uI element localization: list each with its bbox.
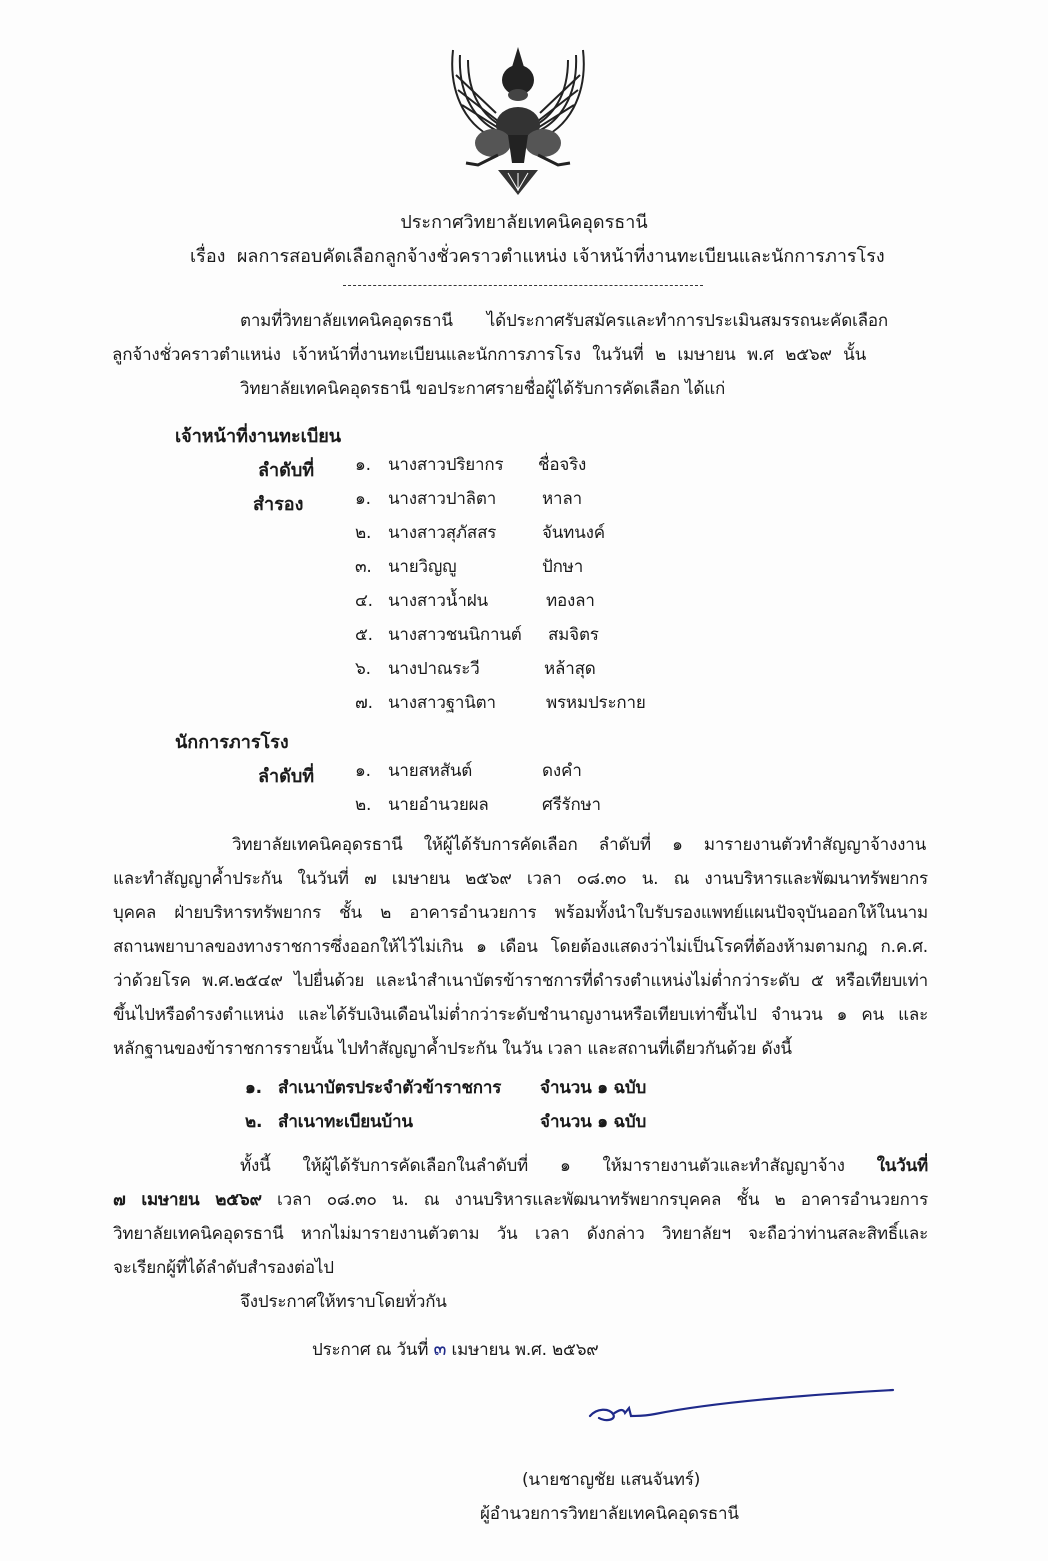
body2-line-4: จะเรียกผู้ที่ได้ลำดับสำรองต่อไป (113, 1258, 334, 1278)
body1-line-7: หลักฐานของข้าราชการรายนั้น ไปทำสัญญาค้ำประกัน ในวัน เวลา และสถานที่เดียวกันด้วย ดังนี้ (113, 1039, 792, 1059)
body2-line-2-text: เวลา ๐๘.๓๐ น. ณ งานบริหารและพัฒนาทรัพยากรบุคคล ชั้น ๒ อาคารอำนวยการ (261, 1190, 928, 1210)
date-day-handwritten: ๓ (433, 1338, 447, 1360)
intro-line-2: ลูกจ้างชั่วคราวตำแหน่ง เจ้าหน้าที่งานทะเบียนและนักการภารโรง ในวันที่ ๒ เมษายน พ.ศ ๒๕๖๙ นั้น (112, 345, 866, 365)
section-label-reserve: สำรอง (253, 494, 304, 515)
item-number: ๗. (355, 693, 373, 713)
first-name: นายอำนวยผล (388, 795, 489, 815)
last-name: จันทนงค์ (542, 523, 605, 543)
document-quantity: จำนวน ๑ ฉบับ (540, 1078, 647, 1098)
item-number: ๖. (355, 659, 371, 679)
item-number: ๑. (355, 489, 371, 509)
first-name: นางปาณระวี (388, 659, 480, 679)
last-name: ดงคำ (542, 761, 582, 781)
intro-line-1: ตามที่วิทยาลัยเทคนิคอุดรธานี ได้ประกาศรับสมัครและทำการประเมินสมรรถนะคัดเลือก (240, 311, 888, 331)
first-name: นายสหสันต์ (388, 761, 473, 781)
first-name: นางสาวสุภัสสร (388, 523, 497, 543)
last-name: ทองลา (546, 591, 595, 611)
item-number: ๔. (355, 591, 373, 611)
body1-line-2: และทำสัญญาค้ำประกัน ในวันที่ ๗ เมษายน ๒๕๖๙ เวลา ๐๘.๓๐ น. ณ งานบริหารและพัฒนาทรัพยากร (113, 869, 928, 889)
intro-line-3: วิทยาลัยเทคนิคอุดรธานี ขอประกาศรายชื่อผู้ได้รับการคัดเลือก ได้แก่ (240, 379, 726, 399)
document-name: สำเนาบัตรประจำตัวข้าราชการ (278, 1078, 502, 1098)
document-number: ๑. (245, 1078, 262, 1098)
position-heading-registrar: เจ้าหน้าที่งานทะเบียน (175, 426, 342, 447)
body1-line-4: สถานพยาบาลของทางราชการซึ่งออกให้ไว้ไม่เกิน ๑ เดือน โดยต้องแสดงว่าไม่เป็นโรคที่ต้องห้ามตามกฎ ก.ค.ศ. (113, 937, 928, 957)
item-number: ๕. (355, 625, 373, 645)
signature-icon (585, 1380, 900, 1430)
body2-date-emphasis: ๗ เมษายน ๒๕๖๙ (113, 1190, 262, 1210)
announcement-title: ประกาศวิทยาลัยเทคนิคอุดรธานี (400, 212, 648, 233)
section-label-rank: ลำดับที่ (258, 766, 315, 787)
signatory-name: (นายชาญชัย แสนจันทร์) (522, 1470, 701, 1490)
position-heading-janitor: นักการภารโรง (175, 732, 289, 753)
body2-line-3: วิทยาลัยเทคนิคอุดรธานี หากไม่มารายงานตัวตาม วัน เวลา ดังกล่าว วิทยาลัยฯ จะถือว่าท่านสละสิทธิ์และ (113, 1224, 928, 1244)
body2-line-1 (240, 1158, 928, 1175)
first-name: นางสาวชนนิกานต์ (388, 625, 522, 645)
last-name: สมจิตร (548, 625, 599, 645)
last-name: หาลา (542, 489, 582, 509)
item-number: ๒. (355, 523, 372, 543)
last-name: ปักษา (542, 557, 584, 577)
document-quantity: จำนวน ๑ ฉบับ (540, 1112, 647, 1132)
announcement-subject (190, 241, 885, 270)
document-name: สำเนาทะเบียนบ้าน (278, 1112, 413, 1132)
divider (343, 285, 703, 286)
body2-line-2 (113, 1192, 928, 1209)
body2-line-1-emphasis: ในวันที่ (876, 1156, 928, 1176)
body2-line-1-text: ทั้งนี้ ให้ผู้ได้รับการคัดเลือกในลำดับที่ ๑ ให้มารายงานตัวและทำสัญญาจ้าง (240, 1156, 877, 1176)
body1-line-3: บุคคล ฝ่ายบริหารทรัพยากร ชั้น ๒ อาคารอำนวยการ พร้อมทั้งนำใบรับรองแพทย์แผนปัจจุบันออกให้ในนาม (113, 903, 928, 923)
item-number: ๑. (355, 455, 371, 475)
first-name: นางสาวฐานิตา (388, 693, 496, 713)
first-name: นางสาวปริยากร (388, 455, 504, 475)
first-name: นายวิญญู (388, 557, 457, 577)
first-name: นางสาวน้ำฝน (388, 591, 488, 611)
date-suffix: เมษายน พ.ศ. ๒๕๖๙ (451, 1340, 599, 1360)
first-name: นางสาวปาลิตา (388, 489, 497, 509)
subject-text: ผลการสอบคัดเลือกลูกจ้างชั่วคราวตำแหน่ง เจ้าหน้าที่งานทะเบียนและนักการภารโรง (236, 246, 885, 267)
last-name: หล้าสุด (544, 659, 596, 679)
body1-line-1: วิทยาลัยเทคนิคอุดรธานี ให้ผู้ได้รับการคัดเลือก ลำดับที่ ๑ มารายงานตัวทำสัญญาจ้างงาน (232, 835, 926, 855)
announcement-date (312, 1340, 599, 1359)
last-name: พรหมประกาย (546, 693, 646, 713)
garuda-emblem-icon (438, 35, 598, 200)
closing-statement: จึงประกาศให้ทราบโดยทั่วกัน (240, 1292, 447, 1312)
subject-label: เรื่อง (190, 246, 226, 267)
last-name: ศรีรักษา (542, 795, 601, 815)
section-label-rank: ลำดับที่ (258, 460, 315, 481)
signatory-title: ผู้อำนวยการวิทยาลัยเทคนิคอุดรธานี (480, 1504, 739, 1524)
body1-line-6: ขึ้นไปหรือดำรงตำแหน่ง และได้รับเงินเดือนไม่ต่ำกว่าระดับชำนาญงานหรือเทียบเท่าขึ้นไป จำนวน ๑ คน และ (113, 1005, 928, 1025)
document-number: ๒. (245, 1112, 263, 1132)
last-name: ชื่อจริง (538, 455, 587, 475)
body1-line-5: ว่าด้วยโรค พ.ศ.๒๕๔๙ ไปยื่นด้วย และนำสำเนาบัตรข้าราชการที่ดำรงตำแหน่งไม่ต่ำกว่าระดับ ๕ หรือเทียบเท่า (113, 971, 928, 991)
item-number: ๓. (355, 557, 372, 577)
item-number: ๑. (355, 761, 371, 781)
date-prefix: ประกาศ ณ วันที่ (312, 1340, 429, 1360)
item-number: ๒. (355, 795, 372, 815)
